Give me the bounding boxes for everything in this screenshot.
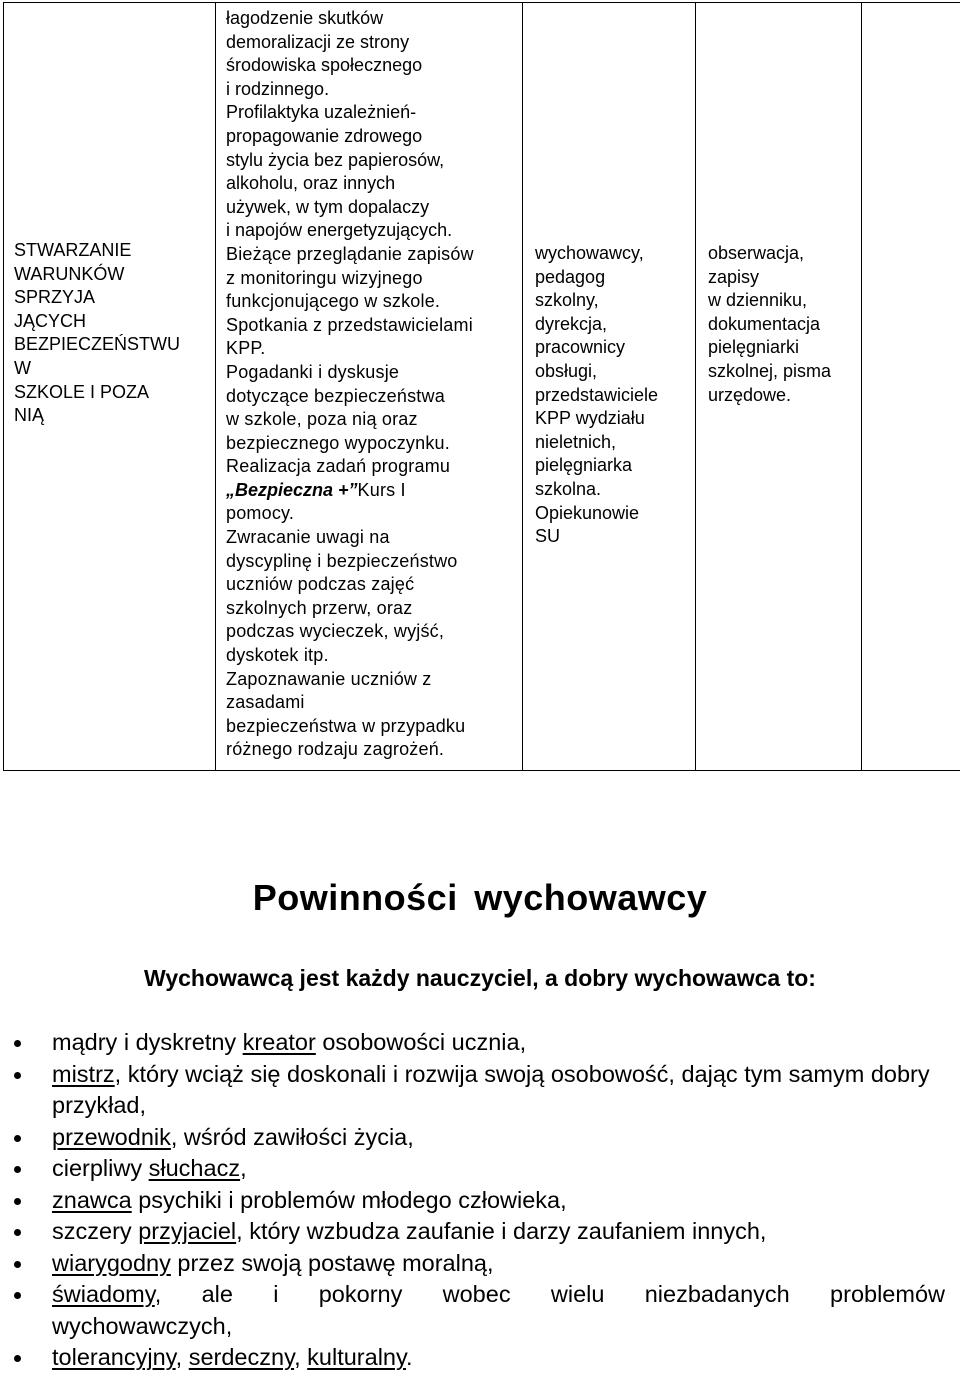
item-text: szczery: [52, 1218, 139, 1244]
list-item-continuation: [0, 1311, 945, 1343]
bullet-icon: [14, 1292, 21, 1299]
bullet-icon: [14, 1072, 21, 1079]
item-keyword: tolerancyjny: [52, 1344, 176, 1370]
plan-table: [3, 2, 960, 771]
tasks-text-d: Zwracanie uwagi na dyscyplinę i bezpieczeństwo uczniów podczas zajęć szkolnych przerw, oraz podczas wycieczek, wyjść, dyskotek itp. Zapoznawanie uczniów z zasadami bezpieczeństwa w przypadku różnego rodzaju zagrożeń.: [226, 527, 466, 760]
bullet-icon: [14, 1229, 21, 1236]
bullet-icon: [14, 1166, 21, 1173]
bullet-icon: [14, 1355, 21, 1362]
item-keyword: znawca: [52, 1186, 132, 1213]
item-keyword: serdeczny: [188, 1344, 295, 1370]
item-keyword: mistrz: [52, 1060, 115, 1087]
item-text: .: [406, 1344, 413, 1370]
list-item: [0, 1185, 945, 1217]
item-text: , który wciąż się doskonali i rozwija swoją osobowość, dając tym samym dobry przykład,: [52, 1060, 930, 1118]
item-text: osobowości ucznia,: [315, 1029, 527, 1055]
table-row: [4, 3, 960, 771]
item-text: ,: [294, 1344, 308, 1370]
item-keyword: kreator: [242, 1029, 316, 1055]
bullet-icon: [14, 1261, 21, 1268]
item-keyword: słuchacz: [148, 1155, 241, 1181]
responsible-text: wychowawcy, pedagog szkolny, dyrekcja, pracownicy obsługi, przedstawiciele KPP wydziału nieletnich, pielęgniarka szkolna. Opiekunowie SU: [535, 243, 659, 547]
item-keyword: świadomy: [52, 1281, 155, 1307]
item-text: mądry i dyskretny: [52, 1029, 243, 1055]
tasks-text-c-post: Kurs I pomocy.: [226, 479, 406, 524]
item-text: psychiki i problemów młodego człowieka,: [131, 1186, 567, 1213]
item-text: przez swoją postawę moralną,: [170, 1249, 494, 1276]
list-item: [0, 1248, 945, 1280]
item-text: wychowawczych,: [52, 1312, 233, 1339]
evaluation-cell: [696, 3, 862, 771]
section-subtitle: Wychowawcą jest każdy nauczyciel, a dobry wychowawca to:: [144, 965, 816, 991]
section-title: Powinności wychowawcy: [252, 877, 708, 918]
item-text: cierpliwy: [52, 1155, 149, 1181]
tasks-cell: [216, 3, 523, 771]
item-keyword: przyjaciel: [138, 1218, 237, 1244]
tasks-text-c-pre: Realizacja zadań programu: [226, 456, 451, 477]
item-text: , który wzbudza zaufanie i darzy zaufaniem innych,: [236, 1218, 767, 1244]
bullet-icon: [14, 1040, 21, 1047]
list-item: [0, 1122, 945, 1154]
list-item: [0, 1279, 945, 1311]
item-keyword: wiarygodny: [52, 1249, 171, 1276]
list-item: [0, 1027, 945, 1059]
tasks-text: [216, 3, 522, 770]
tasks-text-b: Bieżące przeglądanie zapisów z monitoringu wizyjnego funkcjonującego w szkole. Spotkania z przedstawicielami KPP. Pogadanki i dyskusje dotyczące bezpieczeństwa w szkole, poza nią oraz bezpiecznego wypoczynku.: [226, 243, 474, 453]
bullet-icon: [14, 1135, 21, 1142]
item-text: ,: [240, 1155, 247, 1181]
area-cell: [4, 3, 216, 771]
item-text: ,: [175, 1344, 189, 1370]
list-item: [0, 1216, 945, 1248]
program-name: „Bezpieczna +”: [226, 479, 358, 500]
list-item: [0, 1153, 945, 1185]
responsible-cell: [523, 3, 696, 771]
item-text: , ale i pokorny wobec wielu niezbadanych problemów: [154, 1281, 945, 1307]
area-text: STWARZANIE WARUNKÓW SPRZYJA JĄCYCH BEZPIECZEŃSTWU W SZKOLE I POZA NIĄ: [14, 240, 181, 426]
item-text: , wśród zawiłości życia,: [170, 1123, 414, 1150]
empty-cell: [862, 3, 960, 771]
evaluation-text: obserwacja, zapisy w dzienniku, dokumentacja pielęgniarki szkolnej, pisma urzędowe.: [708, 243, 832, 405]
item-keyword: przewodnik: [52, 1123, 171, 1150]
list-item: [0, 1342, 945, 1374]
tasks-text-a: łagodzenie skutków demoralizacji ze strony środowiska społecznego i rodzinnego. Profilaktyka uzależnień- propagowanie zdrowego stylu życia bez papierosów, alkoholu, oraz innych używek, w tym dopalaczy i napojów energetyzujących.: [226, 8, 453, 241]
item-keyword: kulturalny: [307, 1344, 406, 1370]
bullet-icon: [14, 1198, 21, 1205]
list-item: [0, 1059, 945, 1122]
duties-list: [0, 1027, 945, 1374]
